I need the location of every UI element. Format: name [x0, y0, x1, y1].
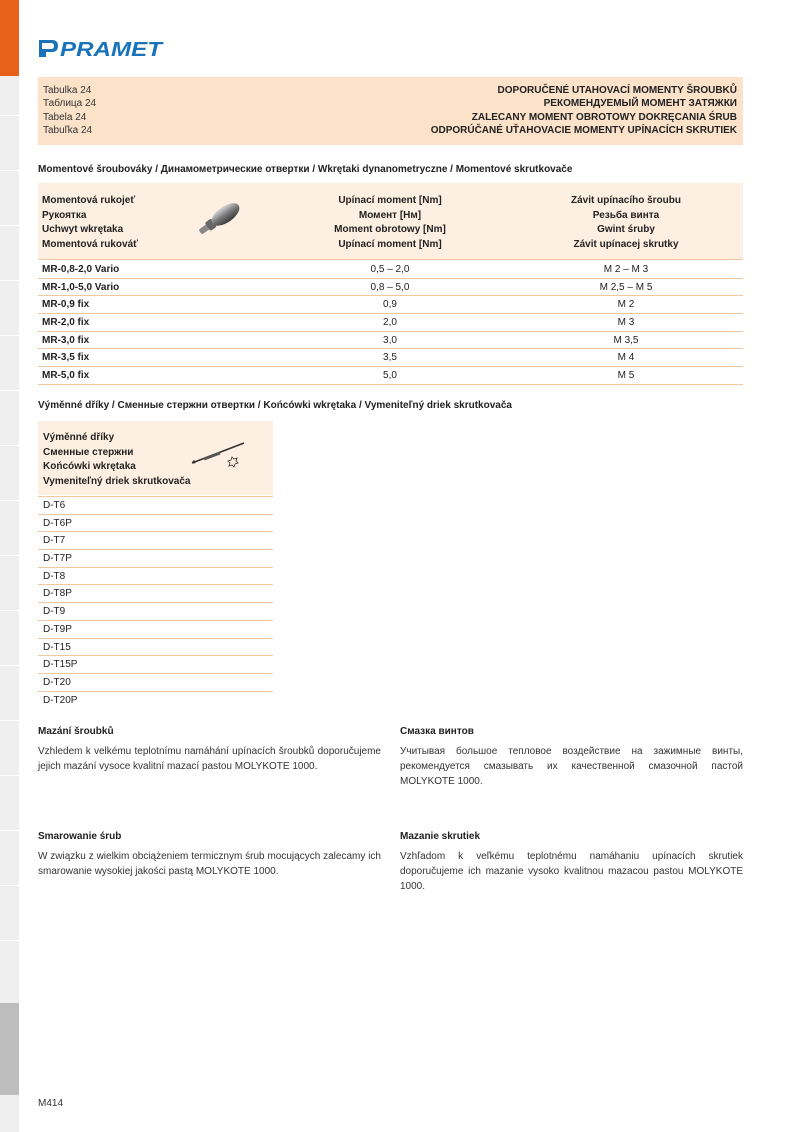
- list-item: D-T20P: [38, 691, 273, 709]
- table-row: MR-3,0 fix 3,0 M 3,5: [38, 332, 743, 350]
- table-row: MR-2,0 fix 2,0 M 3: [38, 314, 743, 332]
- note-slovak: [400, 831, 743, 894]
- side-tab-gray: [0, 1003, 19, 1095]
- list-item: D-T9: [38, 602, 273, 620]
- logo-text: PRAMET: [60, 39, 164, 59]
- table-row: MR-5,0 fix 5,0 M 5: [38, 367, 743, 385]
- thread-column-header: Závit upínacího šroubu Резьба винта Gwint śruby Závit upínacej skrutky: [570, 195, 681, 250]
- handle-column-header: Momentová rukojeť Рукоятка Uchwyt wkrętaka Momentová rukováť: [42, 195, 138, 250]
- note-russian: [400, 726, 743, 789]
- note-title: Smarowanie śrub: [38, 831, 122, 842]
- list-item: D-T8P: [38, 584, 273, 602]
- note-text: W związku z wielkim obciążeniem termicznym śrub mocujących zalecamy ich smarowanie wysokiej jakości pastą MOLYKOTE 1000.: [38, 851, 381, 877]
- note-polish: [38, 831, 381, 879]
- note-title: Mazání šroubků: [38, 726, 114, 737]
- note-czech: [38, 726, 381, 774]
- list-item: D-T9P: [38, 620, 273, 638]
- torque-table-header: [38, 183, 743, 260]
- bits-section-title: Výměnné dříky / Сменные стержни отвертки / Końcówki wkrętaka / Vymeniteľný driek skrutkovača: [38, 400, 512, 411]
- list-item: D-T20: [38, 673, 273, 691]
- table-row: MR-0,9 fix 0,9 M 2: [38, 296, 743, 314]
- table-row: MR-1,0-5,0 Vario 0,8 – 5,0 M 2,5 – M 5: [38, 279, 743, 297]
- torque-handle-icon: [193, 197, 245, 241]
- bits-table-body: [38, 496, 273, 708]
- torque-section-title: Momentové šroubováky / Динамометрические отвертки / Wkrętaki dynanometryczne / Momentové skrutkovače: [38, 164, 573, 175]
- list-item: D-T6: [38, 496, 273, 514]
- list-item: D-T7P: [38, 549, 273, 567]
- page-number: M414: [38, 1098, 64, 1109]
- side-tab-strip: [0, 0, 19, 1132]
- note-title: Mazanie skrutiek: [400, 831, 481, 842]
- note-text: Учитывая большое тепловое воздействие на зажимные винты, рекомендуется смазывать их качественной смазочной пастой MOLYKOTE 1000.: [400, 746, 743, 787]
- torque-table-body: [38, 261, 743, 385]
- side-tab-active: [0, 0, 19, 76]
- table-title: DOPORUČENÉ UTAHOVACÍ MOMENTY ŠROUBKŮ РЕКОМЕНДУЕМЫЙ МОМЕНТ ЗАТЯЖКИ ZALECANY MOMENT OBROTOWY DOKRĘCANIA ŚRUB ODPORÚČANÉ UŤAHOVACIE MOMENTY UPÍNACÍCH SKRUTIEK: [430, 85, 737, 136]
- note-text: Vzhledem k velkému teplotnímu namáhání upínacích šroubků doporučujeme jejich mazání vysoce kvalitní mazací pastou MOLYKOTE 1000.: [38, 746, 381, 772]
- list-item: D-T7: [38, 531, 273, 549]
- bits-column-header: Výměnné dříky Сменные стержни Końcówki wkrętaka Vymeniteľný driek skrutkovača: [43, 432, 191, 487]
- list-item: D-T15: [38, 638, 273, 656]
- list-item: D-T15P: [38, 655, 273, 673]
- pramet-logo: [38, 37, 164, 59]
- note-title: Смазка винтов: [400, 726, 474, 737]
- table-caption-band: [38, 77, 743, 145]
- list-item: D-T8: [38, 567, 273, 585]
- list-item: D-T6P: [38, 514, 273, 532]
- torque-column-header: Upínací moment [Nm] Момент [Нм] Moment obrotowy [Nm] Upínací moment [Nm]: [334, 195, 446, 250]
- table-row: MR-3,5 fix 3,5 M 4: [38, 349, 743, 367]
- torx-bit-icon: [190, 439, 252, 469]
- table-number: Tabulka 24 Таблица 24 Tabela 24 Tabuľka 24: [43, 85, 97, 136]
- table-row: MR-0,8-2,0 Vario 0,5 – 2,0 M 2 – M 3: [38, 261, 743, 279]
- note-text: Vzhľadom k veľkému teplotnému namáhaniu upínacích skrutiek doporučujeme ich mazanie vysoko kvalitnou mazacou pastou MOLYKOTE 1000.: [400, 851, 743, 892]
- bits-table-header: [38, 421, 273, 495]
